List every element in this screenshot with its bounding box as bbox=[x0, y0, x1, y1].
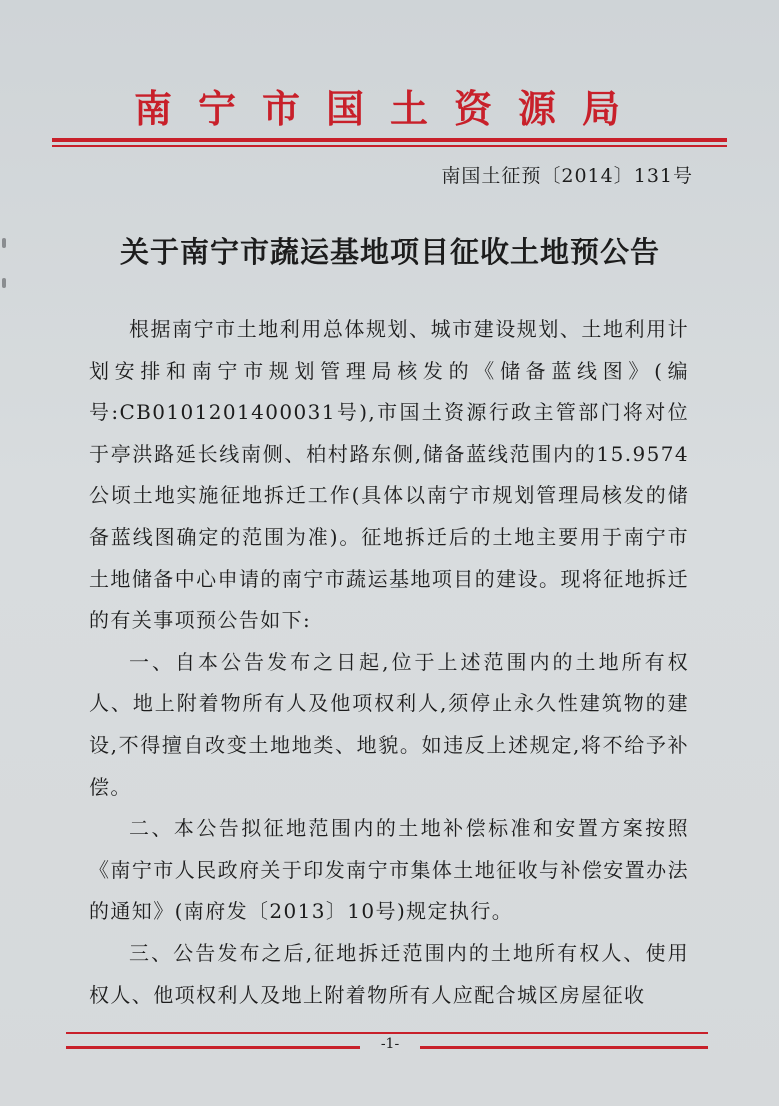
header-red-rule-thin bbox=[52, 145, 727, 147]
page-edge-mark bbox=[2, 238, 6, 248]
page-edge-mark bbox=[2, 278, 6, 288]
document-body bbox=[89, 309, 689, 1016]
body-paragraph: 根据南宁市土地利用总体规划、城市建设规划、土地利用计划安排和南宁市规划管理局核发的《储备蓝线图》(编号:CB0101201400031号),市国土资源行政主管部门将对位于亭洪路延长线南侧、柏村路东侧,储备蓝线范围内的15.9574公顷土地实施征地拆迁工作(具体以南宁市规划管理局核发的储备蓝线图确定的范围为准)。征地拆迁后的土地主要用于南宁市土地储备中心申请的南宁市蔬运基地项目的建设。现将征地拆迁的有关事项预公告如下: bbox=[89, 317, 689, 633]
footer-red-rule-thin bbox=[66, 1032, 708, 1034]
page-number: -1- bbox=[360, 1036, 420, 1052]
body-paragraph: 一、自本公告发布之日起,位于上述范围内的土地所有权人、地上附着物所有人及他项权利人,须停止永久性建筑物的建设,不得擅自改变土地地类、地貌。如违反上述规定,将不给予补偿。 bbox=[89, 649, 689, 799]
document-title: 关于南宁市蔬运基地项目征收土地预公告 bbox=[119, 235, 660, 269]
body-paragraph: 二、本公告拟征地范围内的土地补偿标准和安置方案按照《南宁市人民政府关于印发南宁市集体土地征收与补偿安置办法的通知》(南府发〔2013〕10号)规定执行。 bbox=[89, 816, 689, 924]
document-number: 南国土征预〔2014〕131号 bbox=[441, 165, 693, 187]
body-paragraph: 三、公告发布之后,征地拆迁范围内的土地所有权人、使用权人、他项权利人及地上附着物所有人应配合城区房屋征收 bbox=[89, 940, 689, 1007]
header-red-rule-thick bbox=[52, 138, 727, 142]
agency-header-title: 南宁市国土资源局 bbox=[133, 86, 646, 131]
